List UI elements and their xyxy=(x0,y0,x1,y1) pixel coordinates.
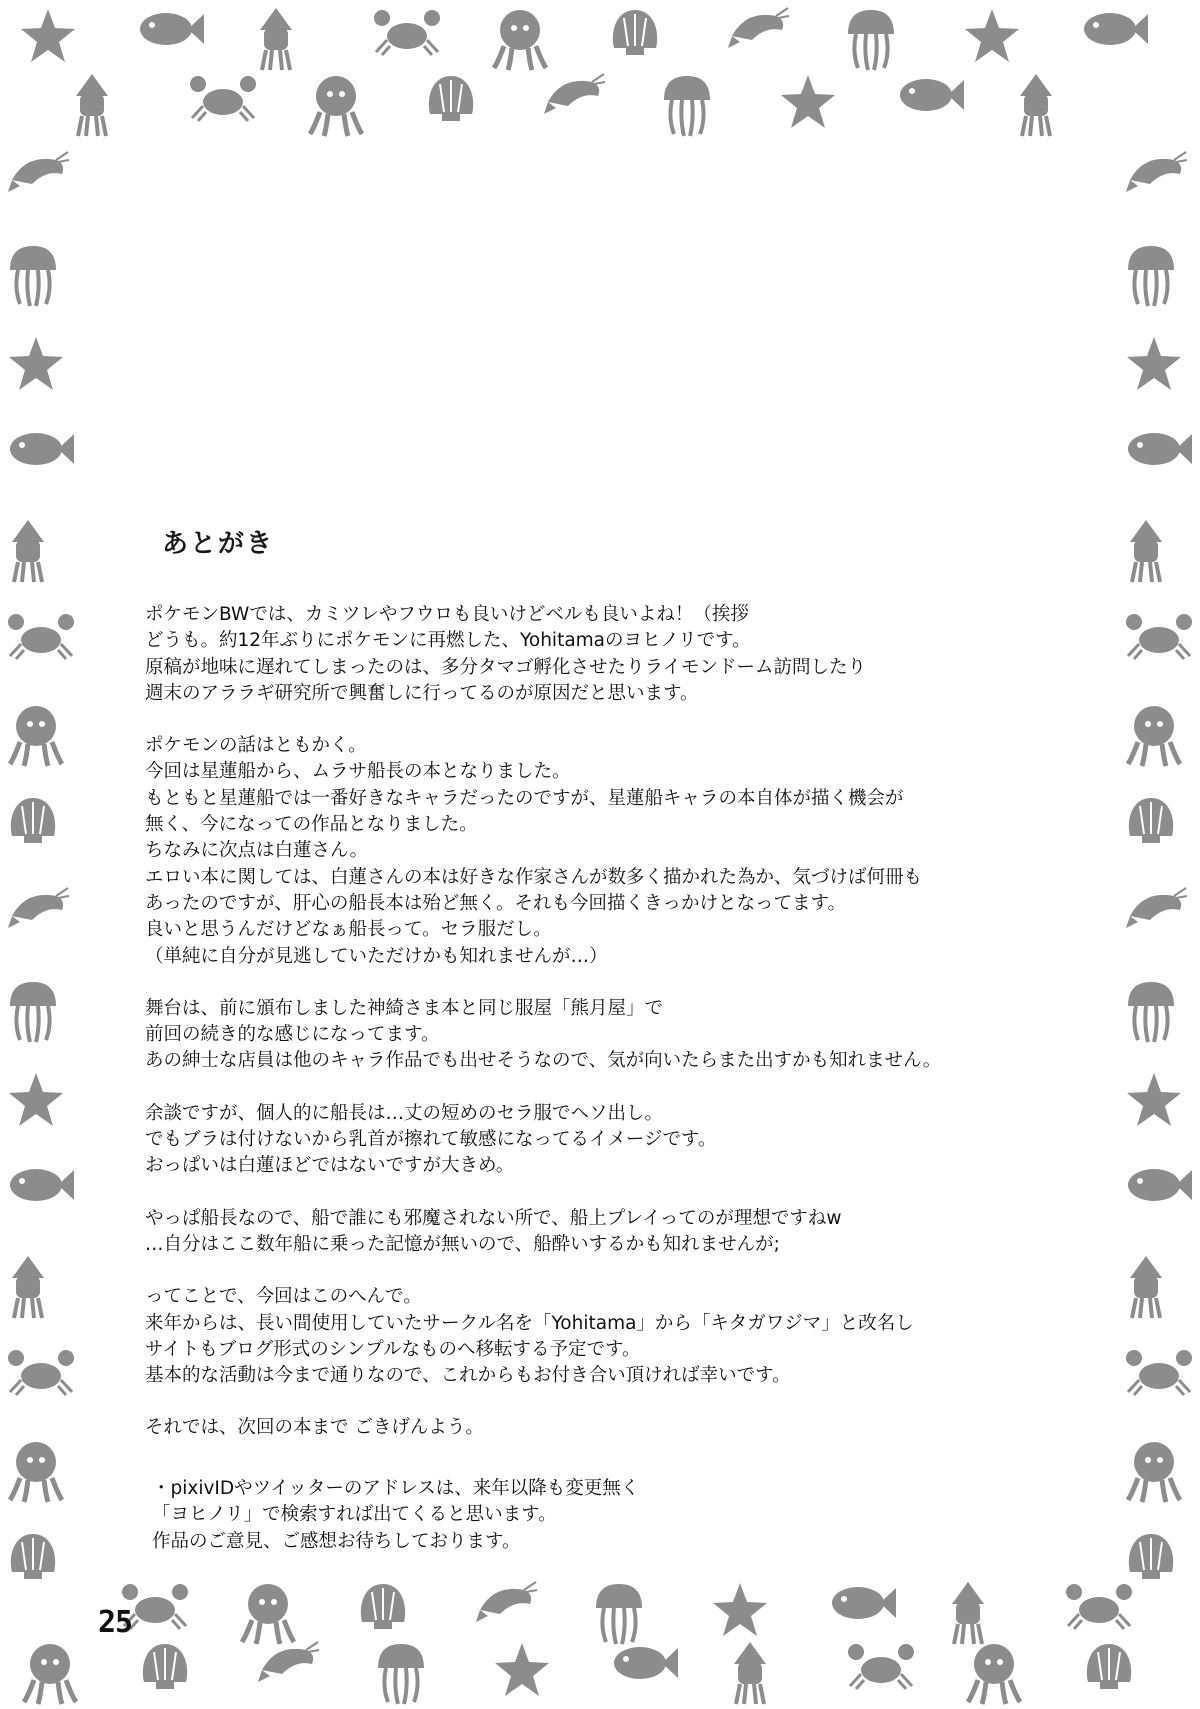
octopus-icon xyxy=(6,1438,66,1504)
body-line: あの紳士な店員は他のキャラ作品でも出せそうなので、気が向いたらまた出すかも知れません。 xyxy=(145,1050,942,1072)
jellyfish-icon xyxy=(844,6,898,72)
shrimp-icon xyxy=(1124,886,1188,930)
squid-icon xyxy=(1124,518,1168,584)
paragraph-gap xyxy=(145,1180,1045,1206)
body-line: ポケモンの話はともかく。 xyxy=(145,735,367,757)
jellyfish-icon xyxy=(6,978,60,1044)
body-line: ちなみに次点は白蓮さん。 xyxy=(145,840,369,862)
body-line: 週末のアララギ研究所で興奮しに行ってるのが原因だと思います。 xyxy=(145,682,699,704)
body-line: …自分はここ数年船に乗った記憶が無いので、船酔いするかも知れませんが; xyxy=(145,1233,780,1255)
starfish-icon xyxy=(962,6,1022,66)
body-line: でもブラは付けないから乳首が擦れて敏感になってるイメージです。 xyxy=(145,1129,717,1151)
body-line: それでは、次回の本まで ごきげんよう。 xyxy=(145,1417,484,1439)
octopus-icon xyxy=(238,1580,298,1646)
contact-notes xyxy=(152,1476,852,1555)
crab-icon xyxy=(372,6,442,56)
body-line: 前回の続き的な感じになってます。 xyxy=(145,1024,440,1046)
body-line: やっぱ船長なので、船で誰にも邪魔されない所で、船上プレイってのが理想ですねw xyxy=(145,1207,842,1229)
shrimp-icon xyxy=(474,1580,538,1624)
shell-icon xyxy=(6,794,60,846)
crab-icon xyxy=(6,610,76,660)
body-line: サイトもブログ形式のシンプルなものへ移転する予定です。 xyxy=(145,1338,641,1360)
fish-icon xyxy=(136,6,206,52)
jellyfish-icon xyxy=(374,1640,428,1706)
body-line: 良いと思うんだけどなぁ船長って。セラ服だし。 xyxy=(145,919,552,941)
jellyfish-icon xyxy=(1124,242,1178,308)
shrimp-icon xyxy=(1124,150,1188,194)
paragraph-gap xyxy=(145,707,1045,733)
octopus-icon xyxy=(964,1640,1024,1706)
shrimp-icon xyxy=(6,150,70,194)
shrimp-icon xyxy=(6,886,70,930)
paragraph-gap xyxy=(145,1389,1045,1415)
fish-icon xyxy=(896,72,966,118)
shell-icon xyxy=(424,72,478,124)
paragraph-gap xyxy=(145,1075,1045,1101)
jellyfish-icon xyxy=(1124,978,1178,1044)
fish-icon xyxy=(1124,426,1194,472)
octopus-icon xyxy=(6,702,66,768)
starfish-icon xyxy=(778,72,838,132)
shell-icon xyxy=(356,1580,410,1632)
body-line: どうも。約12年ぶりにポケモンに再燃した、Yohitamaのヨヒノリです。 xyxy=(145,630,751,652)
squid-icon xyxy=(1014,72,1058,138)
body-line: 来年からは、長い間使用していたサークル名を「Yohitama」から「キタガワジマ」と改名し xyxy=(145,1312,914,1334)
note-line: ・pixivIDやツイッターのアドレスは、来年以降も変更無く xyxy=(152,1478,640,1499)
squid-icon xyxy=(1124,1254,1168,1320)
octopus-icon xyxy=(490,6,550,72)
crab-icon xyxy=(1064,1580,1134,1630)
crab-icon xyxy=(846,1640,916,1690)
squid-icon xyxy=(254,6,298,72)
page-number: 25 xyxy=(98,1605,133,1640)
fish-icon xyxy=(1124,1162,1194,1208)
fish-icon xyxy=(610,1640,680,1686)
crab-icon xyxy=(188,72,258,122)
starfish-icon xyxy=(710,1580,770,1640)
afterword-heading: あとがき xyxy=(162,529,275,559)
squid-icon xyxy=(6,518,50,584)
shrimp-icon xyxy=(256,1640,320,1684)
crab-icon xyxy=(1124,1346,1194,1396)
body-line: 基本的な活動は今まで通りなので、これからもお付き合い頂ければ幸いです。 xyxy=(145,1365,791,1387)
squid-icon xyxy=(946,1580,990,1646)
body-line: おっぱいは白蓮ほどではないですが大きめ。 xyxy=(145,1155,515,1177)
starfish-icon xyxy=(492,1640,552,1700)
paragraph-gap xyxy=(145,970,1045,996)
starfish-icon xyxy=(18,6,78,66)
shell-icon xyxy=(1082,1640,1136,1692)
shell-icon xyxy=(1124,1530,1178,1582)
jellyfish-icon xyxy=(592,1580,646,1646)
crab-icon xyxy=(1124,610,1194,660)
note-line: 「ヨヒノリ」で検索すれば出てくると思います。 xyxy=(152,1504,557,1526)
fish-icon xyxy=(828,1580,898,1626)
squid-icon xyxy=(70,72,114,138)
body-line: 無く、今になっての作品となりました。 xyxy=(145,814,478,836)
body-line: 今回は星蓮船から、ムラサ船長の本となりました。 xyxy=(145,761,571,783)
body-line: ってことで、今回はこのへんで。 xyxy=(145,1286,422,1308)
body-line: 余談ですが、個人的に船長は…丈の短めのセラ服でヘソ出し。 xyxy=(145,1102,664,1124)
octopus-icon xyxy=(1124,1438,1184,1504)
shell-icon xyxy=(6,1530,60,1582)
octopus-icon xyxy=(306,72,366,138)
shell-icon xyxy=(1124,794,1178,846)
starfish-icon xyxy=(1124,1070,1184,1130)
shrimp-icon xyxy=(726,6,790,50)
body-line: もともと星蓮船では一番好きなキャラだったのですが、星蓮船キャラの本自体が描く機会が xyxy=(145,787,904,809)
afterword-body xyxy=(145,602,1045,1442)
shell-icon xyxy=(608,6,662,58)
body-line: 原稿が地味に遅れてしまったのは、多分タマゴ孵化させたりライモンドーム訪問したり xyxy=(145,656,866,678)
body-line: エロい本に関しては、白蓮さんの本は好きな作家さんが数多く描かれた為か、気づけば何冊も xyxy=(145,866,923,888)
body-line: ポケモンBWでは、カミツレやフウロも良いけどベルも良いよね！（挨拶 xyxy=(145,604,749,625)
squid-icon xyxy=(728,1640,772,1706)
jellyfish-icon xyxy=(660,72,714,138)
fish-icon xyxy=(6,1162,76,1208)
shell-icon xyxy=(138,1640,192,1692)
jellyfish-icon xyxy=(6,242,60,308)
octopus-icon xyxy=(20,1640,80,1706)
squid-icon xyxy=(6,1254,50,1320)
starfish-icon xyxy=(6,334,66,394)
body-line: あったのですが、肝心の船長本は殆ど無く。それも今回描くきっかけとなってます。 xyxy=(145,892,846,914)
note-line: 作品のご意見、ご感想お待ちしております。 xyxy=(152,1530,521,1552)
octopus-icon xyxy=(1124,702,1184,768)
shrimp-icon xyxy=(542,72,606,116)
fish-icon xyxy=(1080,6,1150,52)
body-line: （単純に自分が見逃していただけかも知れませんが…） xyxy=(145,945,608,967)
body-line: 舞台は、前に頒布しました神綺さま本と同じ服屋「熊月屋」で xyxy=(145,997,664,1019)
crab-icon xyxy=(6,1346,76,1396)
starfish-icon xyxy=(1124,334,1184,394)
paragraph-gap xyxy=(145,1258,1045,1284)
starfish-icon xyxy=(6,1070,66,1130)
fish-icon xyxy=(6,426,76,472)
